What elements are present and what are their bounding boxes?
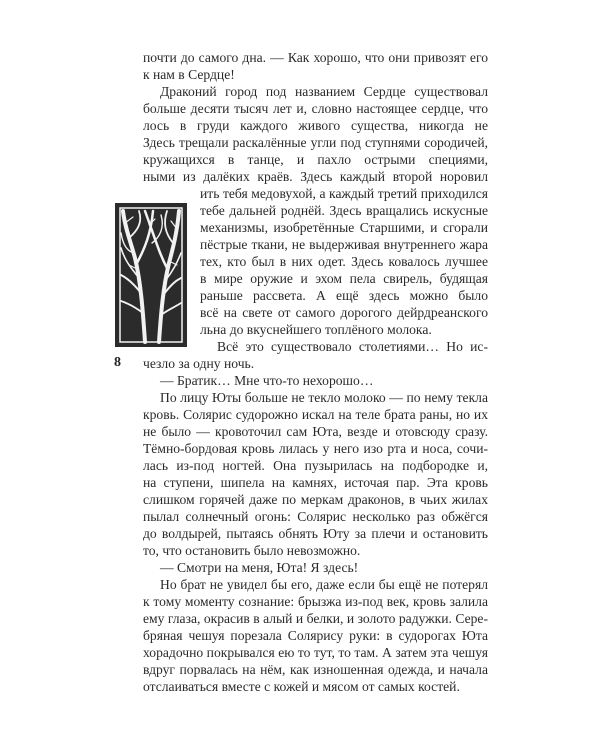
text-line: слишком горячей даже по меркам драконов, в чьих жилах [143, 492, 488, 507]
text-line: механизмы, изобретённые Старшими, и сгорали [200, 220, 488, 235]
text-line: пёстрые ткани, не выдерживая внутреннего жара [200, 237, 488, 252]
text-line: лась из-под ногтей. Она пузырилась на подбородке и, [143, 458, 488, 473]
text-line: тех, кто был в них одет. Здесь ковалось лучшее [200, 254, 488, 269]
text-line: — Смотри на меня, Юта! Я здесь! [160, 560, 359, 575]
text-line: на ступени, шипела на камнях, источая пар. Эта кровь [143, 475, 488, 490]
text-line: пылал солнечный огонь: Солярис несколько раз обжёгся [143, 509, 488, 524]
tree-ornament-icon [115, 203, 187, 347]
text-line: бряная чешуя порезала Солярису руки: в судорогах Юта [143, 628, 488, 643]
text-line: больше десяти тысяч лет и, словно настоящее сердце, что [143, 101, 488, 116]
text-line: к нам в Сердце! [143, 67, 235, 82]
text-line: вдруг порвалась на нём, как изношенная одежда, и начала [143, 662, 488, 677]
text-line: лось в груди каждого живого существа, никогда не [143, 118, 488, 133]
page-number: 8 [114, 355, 121, 370]
text-line: не было — кровоточил сам Юта, везде и отовсюду сразу. [143, 424, 488, 439]
text-line: до волдырей, пытаясь обнять Юту за плечи и остановить [143, 526, 488, 541]
text-line: тебе дальней роднёй. Здесь вращались искусные [200, 203, 488, 218]
text-line: По лицу Юты больше не текло молоко — по нему текла [160, 390, 488, 405]
text-line: чезло за одну ночь. [143, 356, 255, 371]
text-line: хорадочно покрывался ею то тут, то там. А затем эта чешуя [143, 645, 488, 660]
text-line: Тёмно-бордовая кровь лилась у него изо рта и носа, сочи- [143, 441, 488, 456]
text-line: в мире оружие и эхом пела свирель, будящая [200, 271, 488, 286]
text-line: Но брат не увидел бы его, даже если бы ещё не потерял [160, 577, 488, 592]
text-line: кровь. Солярис судорожно искал на теле брата раны, но их [143, 407, 488, 422]
text-line: почти до самого дна. — Как хорошо, что они привозят его [143, 50, 488, 65]
text-line: льна до вкуснейшего топлёного молока. [200, 322, 432, 337]
text-line: ему глаза, окрасив в алый и белки, и золото радужки. Сере- [143, 611, 488, 626]
text-line: Всё это существовало столетиями… Но ис- [217, 339, 488, 354]
text-line: то, что остановить было невозможно. [143, 543, 361, 558]
text-line: всё на свете от самого дорогого дейрдреанского [200, 305, 488, 320]
text-line: раньше рассвета. А ещё здесь можно было [200, 288, 488, 303]
text-line: Здесь трещали раскалённые угли под ступнями сородичей, [143, 135, 488, 150]
text-line: к тому моменту сознание: брызжа из-под век, кровь залила [143, 594, 488, 609]
text-line: Драконий город под названием Сердце существовал [160, 84, 488, 99]
text-line: отслаиваться вместе с кожей и мясом от самых костей. [143, 679, 460, 694]
text-line: ными из далёких краёв. Здесь каждый второй норовил [143, 169, 488, 184]
text-line: кружащихся в танце, и пахло острыми специями, [143, 152, 488, 167]
text-line: — Братик… Мне что-то нехорошо… [160, 373, 374, 388]
text-line: ить тебя медовухой, а каждый третий приходился [200, 186, 488, 201]
